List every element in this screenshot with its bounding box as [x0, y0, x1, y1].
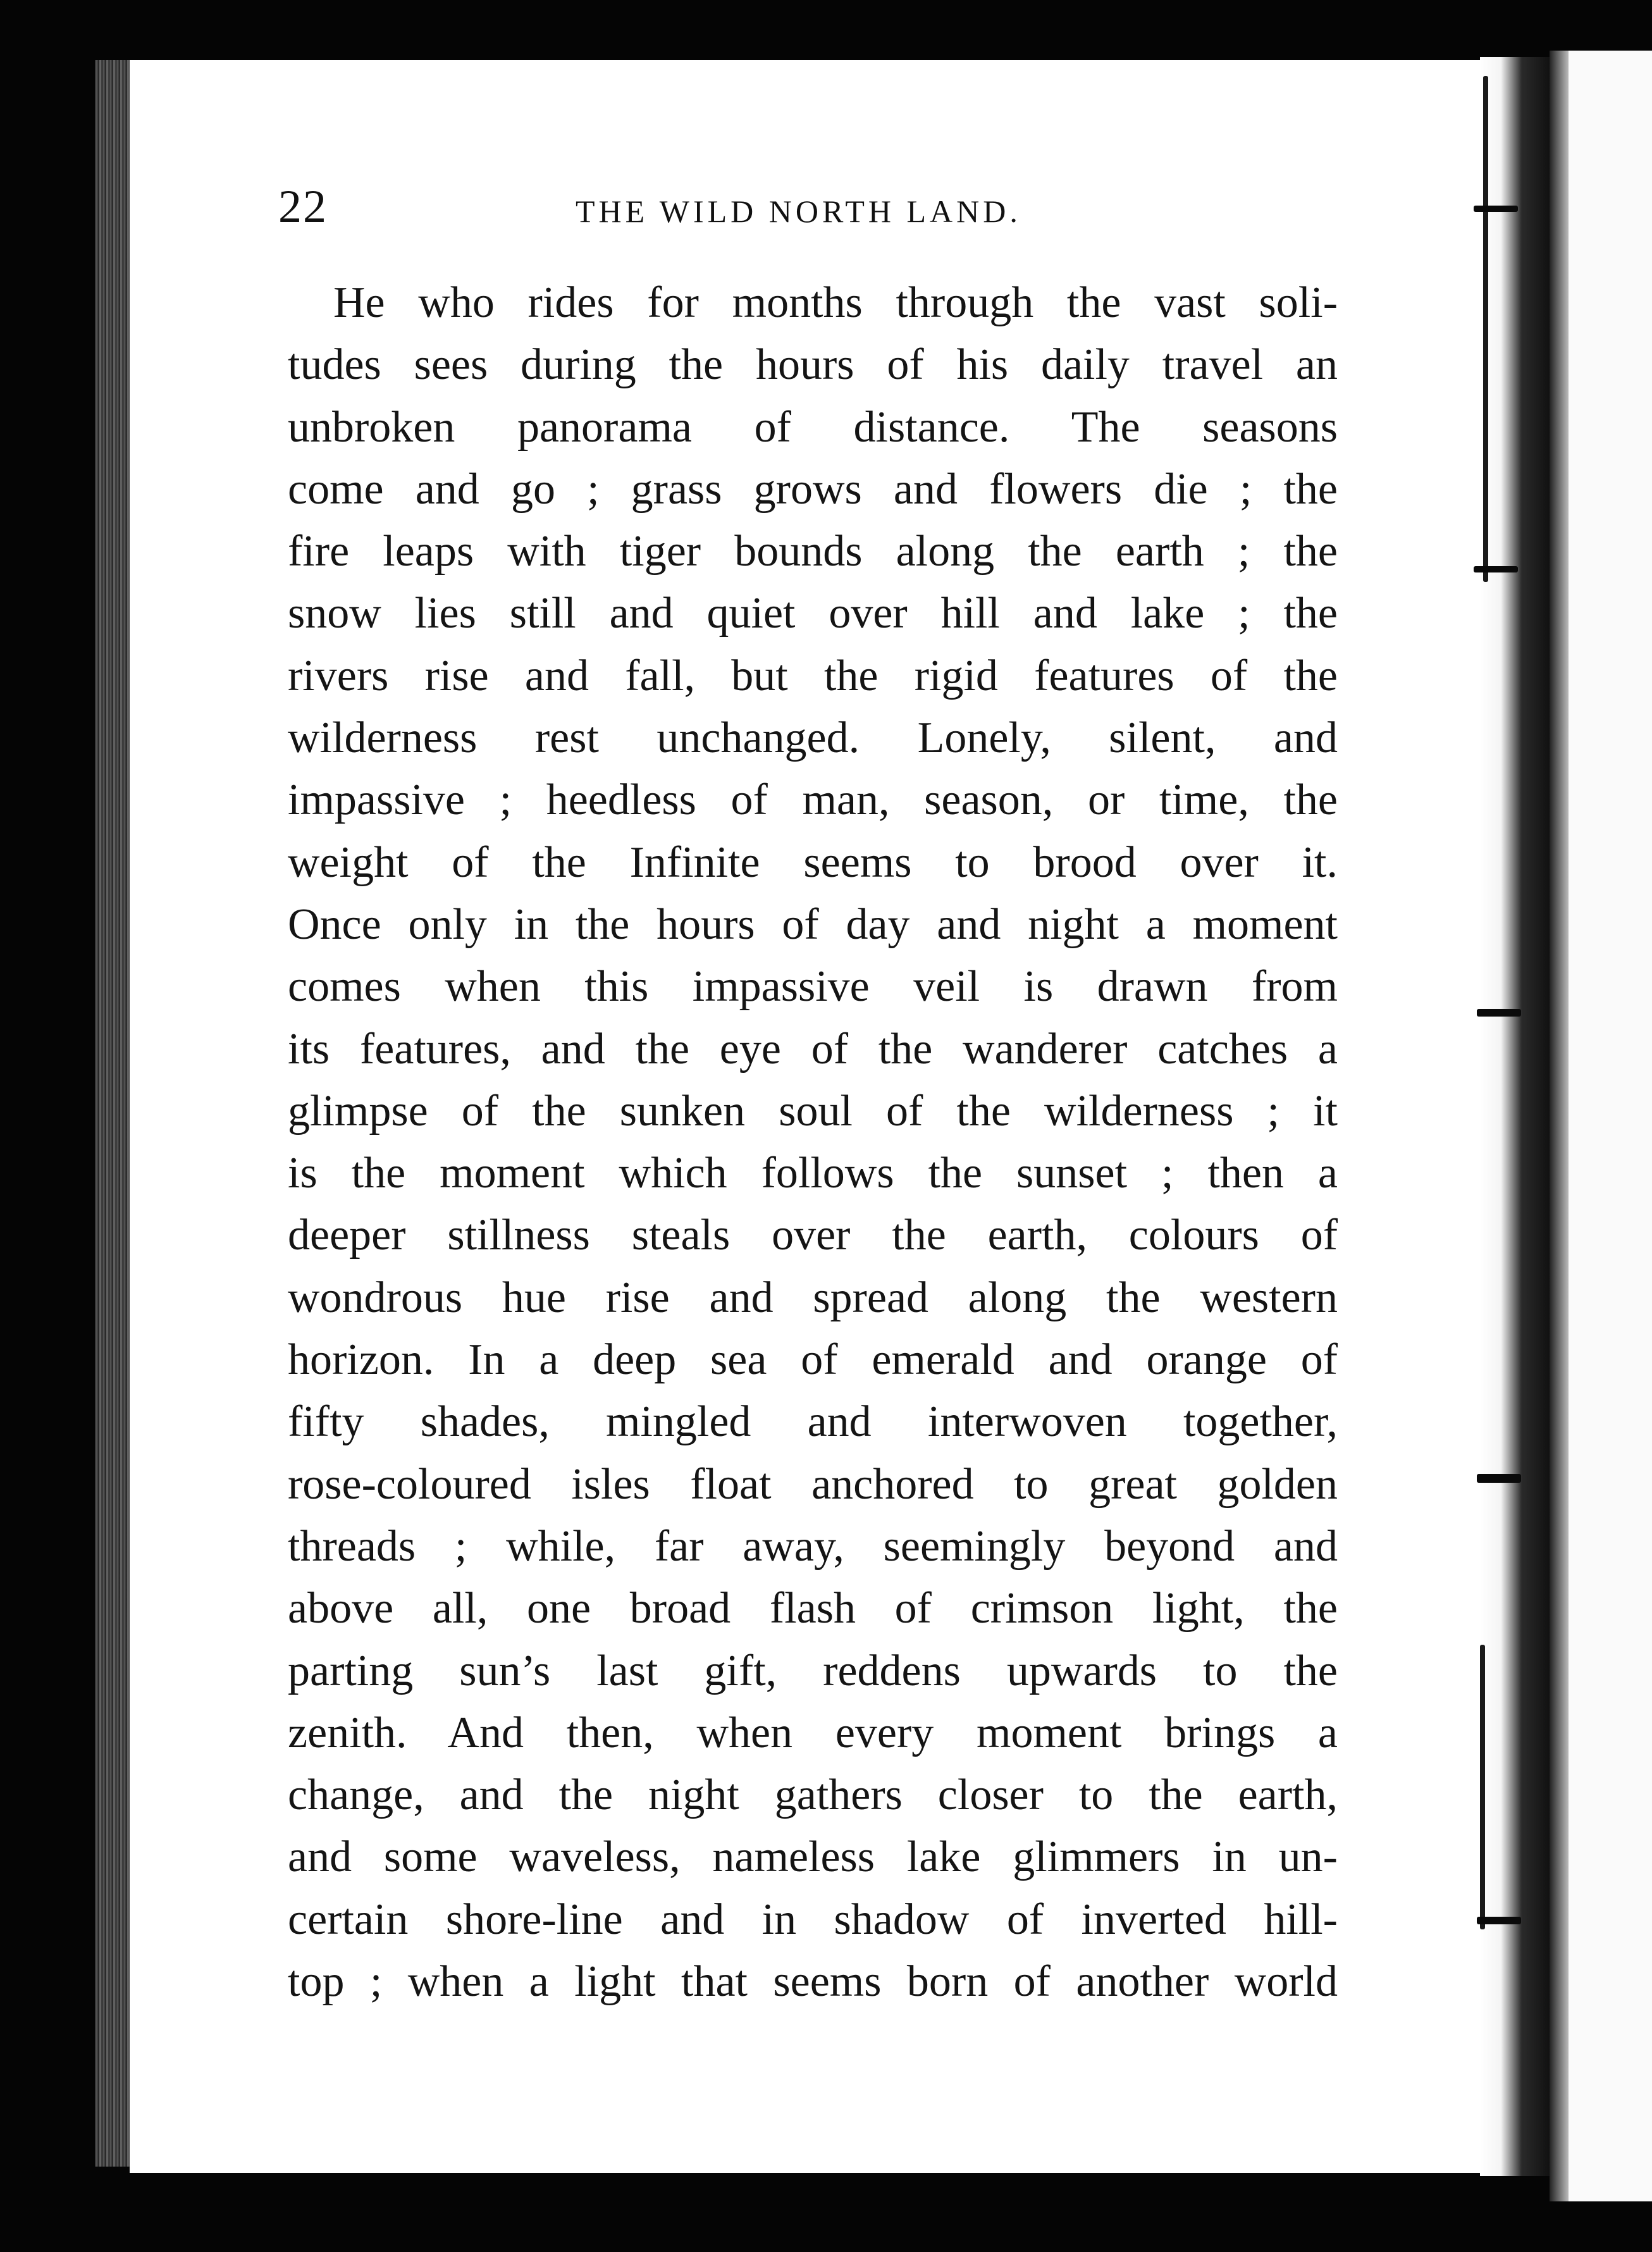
page-number: 22	[278, 181, 328, 233]
text-line: come and go ; grass grows and flowers die ; the	[288, 464, 1338, 514]
text-line: horizon. In a deep sea of emerald and orange of	[288, 1335, 1338, 1385]
text-line: and some waveless, nameless lake glimmers in un-	[288, 1833, 1338, 1882]
text-line: parting sun’s last gift, reddens upwards to the	[288, 1646, 1338, 1695]
text-line: Once only in the hours of day and night a moment	[288, 900, 1338, 949]
text-line: wilderness rest unchanged. Lonely, silent, and	[288, 714, 1338, 763]
binding-thread-mark	[1477, 1474, 1521, 1483]
text-line: above all, one broad flash of crimson light, the	[288, 1584, 1338, 1633]
text-line: weight of the Infinite seems to brood over it.	[288, 838, 1338, 887]
text-line: certain shore-line and in shadow of inverted hill-	[288, 1895, 1338, 1944]
text-line: zenith. And then, when every moment brings a	[288, 1708, 1338, 1757]
text-line: glimpse of the sunken soul of the wilderness ; it	[288, 1086, 1338, 1135]
text-line: wondrous hue rise and spread along the western	[288, 1273, 1338, 1322]
body-paragraph	[288, 272, 1338, 2013]
binding-gutter	[1480, 57, 1550, 2176]
text-line: unbroken panorama of distance. The seasons	[288, 402, 1338, 452]
text-line: top ; when a light that seems born of another world	[288, 1957, 1338, 2007]
text-line: fire leaps with tiger bounds along the earth ; the	[288, 527, 1338, 576]
binding-thread-mark	[1483, 76, 1488, 582]
binding-thread-mark	[1477, 1009, 1521, 1017]
text-line: rivers rise and fall, but the rigid features of the	[288, 651, 1338, 700]
text-line: impassive ; heedless of man, season, or time, the	[288, 776, 1338, 825]
running-head	[278, 180, 1391, 250]
adjacent-page-shadow	[1550, 51, 1569, 2201]
text-line: deeper stillness steals over the earth, colours of	[288, 1211, 1338, 1260]
binding-thread-mark	[1474, 566, 1518, 572]
text-line: tudes sees during the hours of his daily travel an	[288, 340, 1338, 390]
text-line: snow lies still and quiet over hill and lake ; the	[288, 589, 1338, 638]
running-head-title: THE WILD NORTH LAND.	[576, 194, 1021, 229]
binding-thread-mark	[1477, 1917, 1521, 1924]
text-line: is the moment which follows the sunset ; then a	[288, 1149, 1338, 1198]
text-line: change, and the night gathers closer to the earth,	[288, 1771, 1338, 1820]
text-line: fifty shades, mingled and interwoven together,	[288, 1397, 1338, 1447]
text-line: rose-coloured isles float anchored to great golden	[288, 1459, 1338, 1509]
text-line: comes when this impassive veil is drawn from	[288, 962, 1338, 1012]
binding-thread-mark	[1474, 206, 1518, 212]
text-line: its features, and the eye of the wanderer catches a	[288, 1024, 1338, 1073]
text-line: He who rides for months through the vast soli-	[333, 278, 1338, 327]
text-line: threads ; while, far away, seemingly beyond and	[288, 1521, 1338, 1571]
binding-thread-mark	[1480, 1645, 1485, 1929]
